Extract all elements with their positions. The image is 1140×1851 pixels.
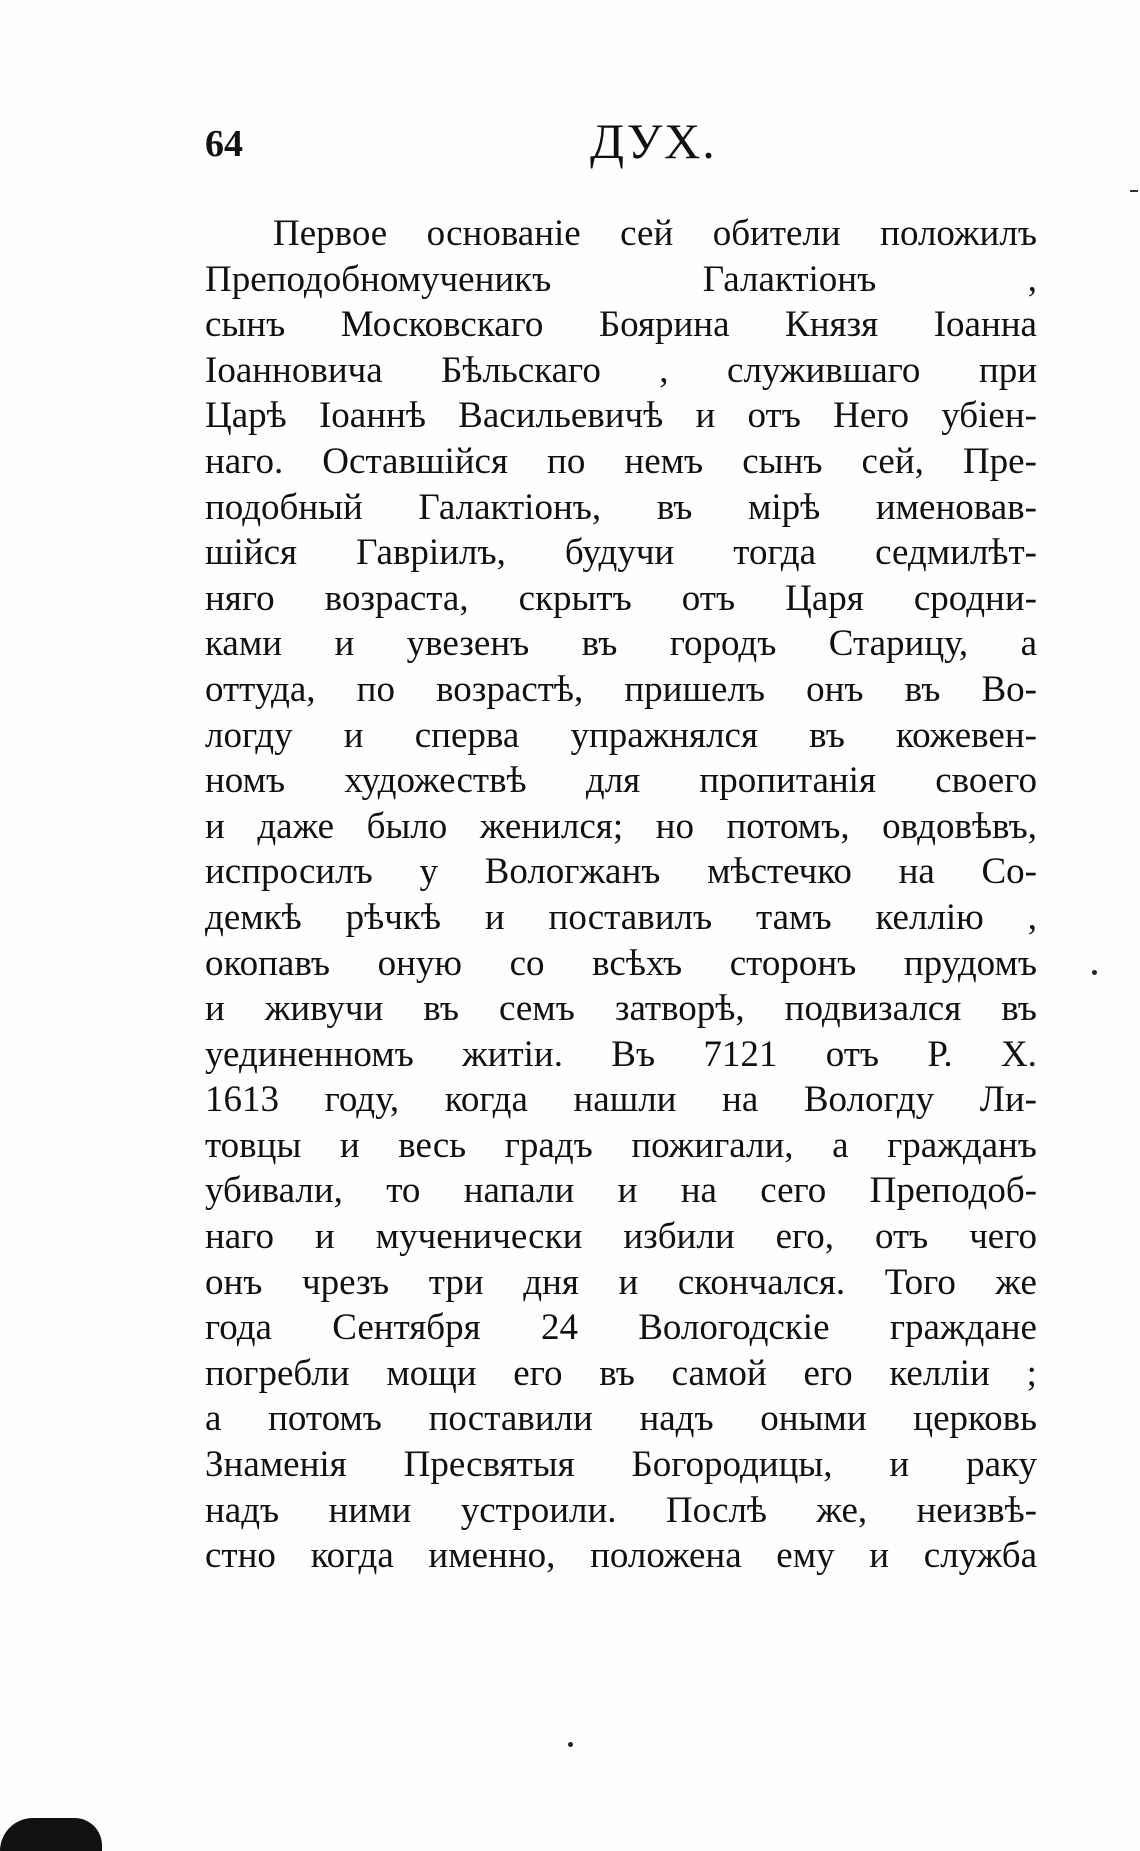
word: подвизался	[784, 988, 962, 1030]
word: когда	[444, 1079, 528, 1121]
word: и	[484, 896, 505, 938]
word: Въ	[611, 1033, 656, 1075]
word: граждане	[889, 1307, 1037, 1349]
word: Богородицы,	[631, 1444, 833, 1486]
word: на	[898, 851, 935, 893]
text-line	[205, 987, 1037, 1033]
word: ему	[776, 1535, 835, 1577]
text-line	[205, 577, 1037, 623]
word: ,	[659, 349, 669, 391]
running-head: ДУХ.	[590, 113, 717, 169]
word: а	[205, 1398, 222, 1440]
word: келліи	[889, 1352, 990, 1394]
word: рѣчкѣ	[345, 896, 441, 938]
word: Князя	[785, 304, 879, 346]
word: напали	[463, 1170, 575, 1212]
text-line	[205, 1215, 1037, 1261]
word: логду	[205, 714, 293, 756]
word: нашли	[573, 1079, 677, 1121]
word: Пре-	[962, 440, 1037, 482]
word: на	[722, 1079, 759, 1121]
word: же,	[816, 1489, 868, 1531]
word: житіи.	[462, 1033, 563, 1075]
word: положилъ	[880, 213, 1037, 254]
word: Знаменія	[205, 1444, 347, 1486]
word: мірѣ	[747, 486, 821, 528]
text-line	[205, 805, 1037, 851]
word: Московскаго	[340, 304, 544, 346]
word: и	[889, 1444, 910, 1486]
word: наго.	[205, 440, 284, 482]
word: сынъ	[742, 440, 823, 482]
word: Гавріилъ,	[356, 532, 506, 574]
word: мученически	[375, 1216, 583, 1258]
word: сей	[620, 213, 674, 254]
word: сродни-	[913, 577, 1037, 619]
word: Со-	[981, 851, 1037, 893]
text-line	[205, 440, 1037, 486]
word: 24	[540, 1307, 578, 1349]
word: основаніе	[426, 213, 581, 254]
word: со	[509, 942, 545, 984]
word: обители	[712, 213, 841, 254]
text-line	[205, 759, 1037, 805]
word: ,	[1027, 896, 1037, 938]
word: овдовѣвъ,	[882, 805, 1037, 847]
word: Старицу,	[828, 623, 969, 665]
word: увезенъ	[406, 623, 530, 665]
word: и	[617, 1170, 638, 1212]
word: поставили	[428, 1398, 593, 1440]
word: и	[339, 1124, 360, 1166]
text-line	[205, 303, 1037, 349]
word: тогда	[733, 532, 817, 574]
text-line	[205, 1261, 1037, 1307]
word: положена	[590, 1535, 742, 1577]
word: отъ	[681, 577, 736, 619]
word: Іоанновича	[205, 349, 383, 391]
word: пришелъ	[624, 668, 765, 710]
word: же	[995, 1261, 1037, 1303]
word: Вологодскіе	[638, 1307, 830, 1349]
word: а	[832, 1124, 849, 1166]
page-number: 64	[205, 123, 243, 165]
word: гражданъ	[887, 1124, 1037, 1166]
word: Вологду	[803, 1079, 935, 1121]
word: окопавъ	[205, 942, 331, 984]
word: убіен-	[941, 395, 1037, 437]
word: раку	[966, 1444, 1037, 1486]
text-line	[205, 1078, 1037, 1124]
word: и	[314, 1216, 335, 1258]
word: года	[205, 1307, 272, 1349]
word: при	[978, 349, 1037, 391]
word: испросилъ	[205, 851, 373, 893]
word: Во-	[981, 668, 1037, 710]
word: Преподобномученикъ	[205, 258, 552, 300]
word: живучи	[264, 988, 384, 1030]
word: и	[205, 988, 225, 1030]
word: въ	[599, 1352, 635, 1394]
word: 7121	[703, 1033, 778, 1075]
word: чрезъ	[302, 1261, 390, 1303]
word: оттуда,	[205, 668, 316, 710]
text-line	[205, 1033, 1037, 1079]
word: было	[366, 805, 448, 847]
word: градъ	[504, 1124, 593, 1166]
word: отъ	[874, 1216, 929, 1258]
text-line	[205, 531, 1037, 577]
word: въ	[1001, 988, 1037, 1030]
word: ними	[328, 1489, 412, 1531]
word: отъ	[825, 1033, 880, 1075]
text-line	[205, 1306, 1037, 1352]
word: по	[547, 440, 586, 482]
text-line	[205, 942, 1037, 988]
word: келлію	[875, 896, 984, 938]
text-line	[205, 668, 1037, 714]
text-line	[205, 1352, 1037, 1398]
word: служба	[923, 1535, 1037, 1577]
word: стно	[205, 1535, 276, 1577]
word: избили	[623, 1216, 735, 1258]
word: потомъ	[268, 1398, 382, 1440]
word: и	[343, 714, 364, 756]
word: оными	[760, 1398, 867, 1440]
word: Галактіонъ	[702, 258, 877, 300]
word: на	[680, 1170, 717, 1212]
word: сынъ	[205, 304, 286, 346]
word: Вологжанъ	[484, 851, 661, 893]
word: и	[205, 805, 225, 847]
word: церковь	[913, 1398, 1037, 1440]
word: Іоаннѣ	[318, 395, 426, 437]
word: возраста,	[324, 577, 469, 619]
word: по	[356, 668, 395, 710]
word: именно,	[428, 1535, 556, 1577]
word: седмилѣт-	[875, 532, 1037, 574]
word: тамъ	[756, 896, 832, 938]
word: онъ	[806, 668, 864, 710]
word: семъ	[498, 988, 575, 1030]
word: и	[618, 1261, 639, 1303]
word: устроили.	[460, 1489, 617, 1531]
word: сего	[760, 1170, 827, 1212]
word: когда	[310, 1535, 394, 1577]
word: онъ	[205, 1261, 263, 1303]
text-line	[205, 1397, 1037, 1443]
word: Него	[833, 395, 910, 437]
page-header	[205, 112, 1035, 182]
text-line	[205, 1534, 1037, 1580]
word: Бѣльскаго	[441, 349, 601, 391]
word: ками	[205, 623, 283, 665]
word: Первое	[273, 213, 388, 254]
word: будучи	[564, 532, 675, 574]
text-line	[205, 1489, 1037, 1535]
word: немъ	[624, 440, 704, 482]
word: а	[1020, 623, 1037, 665]
text-line	[205, 258, 1037, 304]
word: скончался.	[677, 1261, 846, 1303]
word: отъ	[747, 395, 801, 437]
word: его	[803, 1352, 853, 1394]
word: прудомъ	[903, 942, 1037, 984]
text-line	[205, 622, 1037, 668]
text-line	[205, 850, 1037, 896]
word: скрытъ	[518, 577, 632, 619]
word: въ	[656, 486, 693, 528]
word: сторонъ	[729, 942, 857, 984]
text-line	[205, 1169, 1037, 1215]
word: Іоанна	[933, 304, 1037, 346]
word: надъ	[205, 1489, 280, 1531]
word: самой	[671, 1352, 767, 1394]
word: уединенномъ	[205, 1033, 414, 1075]
word: въ	[423, 988, 459, 1030]
margin-mark	[1130, 190, 1138, 192]
word: няго	[205, 577, 275, 619]
word: погребли	[205, 1352, 350, 1394]
word: номъ	[205, 760, 286, 802]
word: неизвѣ-	[916, 1489, 1037, 1531]
word: въ	[904, 668, 941, 710]
word: для	[585, 760, 641, 802]
word: возрастѣ,	[436, 668, 584, 710]
word: 1613	[205, 1079, 279, 1121]
text-line	[205, 1443, 1037, 1489]
word: Х.	[1000, 1033, 1037, 1075]
word: Галактіонъ,	[418, 486, 602, 528]
corner-ink-blot	[0, 1818, 102, 1851]
word: своего	[935, 760, 1037, 802]
word: дня	[523, 1261, 579, 1303]
word: служившаго	[727, 349, 921, 391]
word: его,	[775, 1216, 834, 1258]
word: его	[513, 1352, 563, 1394]
text-line	[205, 486, 1037, 532]
word: пожигали,	[631, 1124, 794, 1166]
ink-speck	[1092, 970, 1097, 975]
word: Того	[884, 1261, 956, 1303]
body-text	[205, 212, 1037, 1580]
text-line	[205, 349, 1037, 395]
word: затворѣ,	[614, 988, 745, 1030]
word: потомъ,	[726, 805, 850, 847]
word: оную	[377, 942, 463, 984]
ink-speck	[568, 1742, 573, 1747]
text-line	[205, 714, 1037, 760]
word: упражнялся	[570, 714, 758, 756]
word: мощи	[386, 1352, 477, 1394]
word: Оставшійся	[322, 440, 508, 482]
word: сперва	[414, 714, 520, 756]
word: всѣхъ	[592, 942, 683, 984]
word: Царя	[785, 577, 864, 619]
word: Царѣ	[205, 395, 287, 437]
word: шійся	[205, 532, 298, 574]
word: демкѣ	[205, 896, 302, 938]
word: городъ	[669, 623, 777, 665]
word: наго	[205, 1216, 274, 1258]
word: чего	[969, 1216, 1037, 1258]
word: ;	[1026, 1352, 1037, 1394]
word: женился;	[479, 805, 624, 847]
word: но	[655, 805, 694, 847]
word: Сентября	[332, 1307, 481, 1349]
word: пропитанія	[699, 760, 876, 802]
word: въ	[581, 623, 618, 665]
word: и	[695, 395, 716, 437]
word: и	[869, 1535, 890, 1577]
word: сей,	[861, 440, 924, 482]
word: ,	[1027, 258, 1037, 300]
word: кожевен-	[895, 714, 1037, 756]
word: Послѣ	[665, 1489, 768, 1531]
word: поставилъ	[548, 896, 713, 938]
word: Пресвятыя	[403, 1444, 575, 1486]
word: даже	[257, 805, 335, 847]
word: подобный	[205, 486, 363, 528]
word: году,	[324, 1079, 400, 1121]
word: то	[386, 1170, 421, 1212]
word: Ли-	[979, 1079, 1037, 1121]
word: мѣстечко	[707, 851, 852, 893]
word: Р.	[927, 1033, 953, 1075]
word: три	[428, 1261, 484, 1303]
word: художествѣ	[344, 760, 527, 802]
word: товцы	[205, 1124, 302, 1166]
word: именовав-	[875, 486, 1037, 528]
word: въ	[809, 714, 845, 756]
text-line	[205, 212, 1037, 258]
word: надъ	[639, 1398, 714, 1440]
word: и	[334, 623, 355, 665]
word: убивали,	[205, 1170, 343, 1212]
word: весь	[398, 1124, 467, 1166]
word: Боярина	[598, 304, 730, 346]
word: Преподоб-	[869, 1170, 1037, 1212]
text-line	[205, 394, 1037, 440]
word: Васильевичѣ	[458, 395, 664, 437]
word: у	[419, 851, 438, 893]
text-line	[205, 896, 1037, 942]
text-line	[205, 1124, 1037, 1170]
